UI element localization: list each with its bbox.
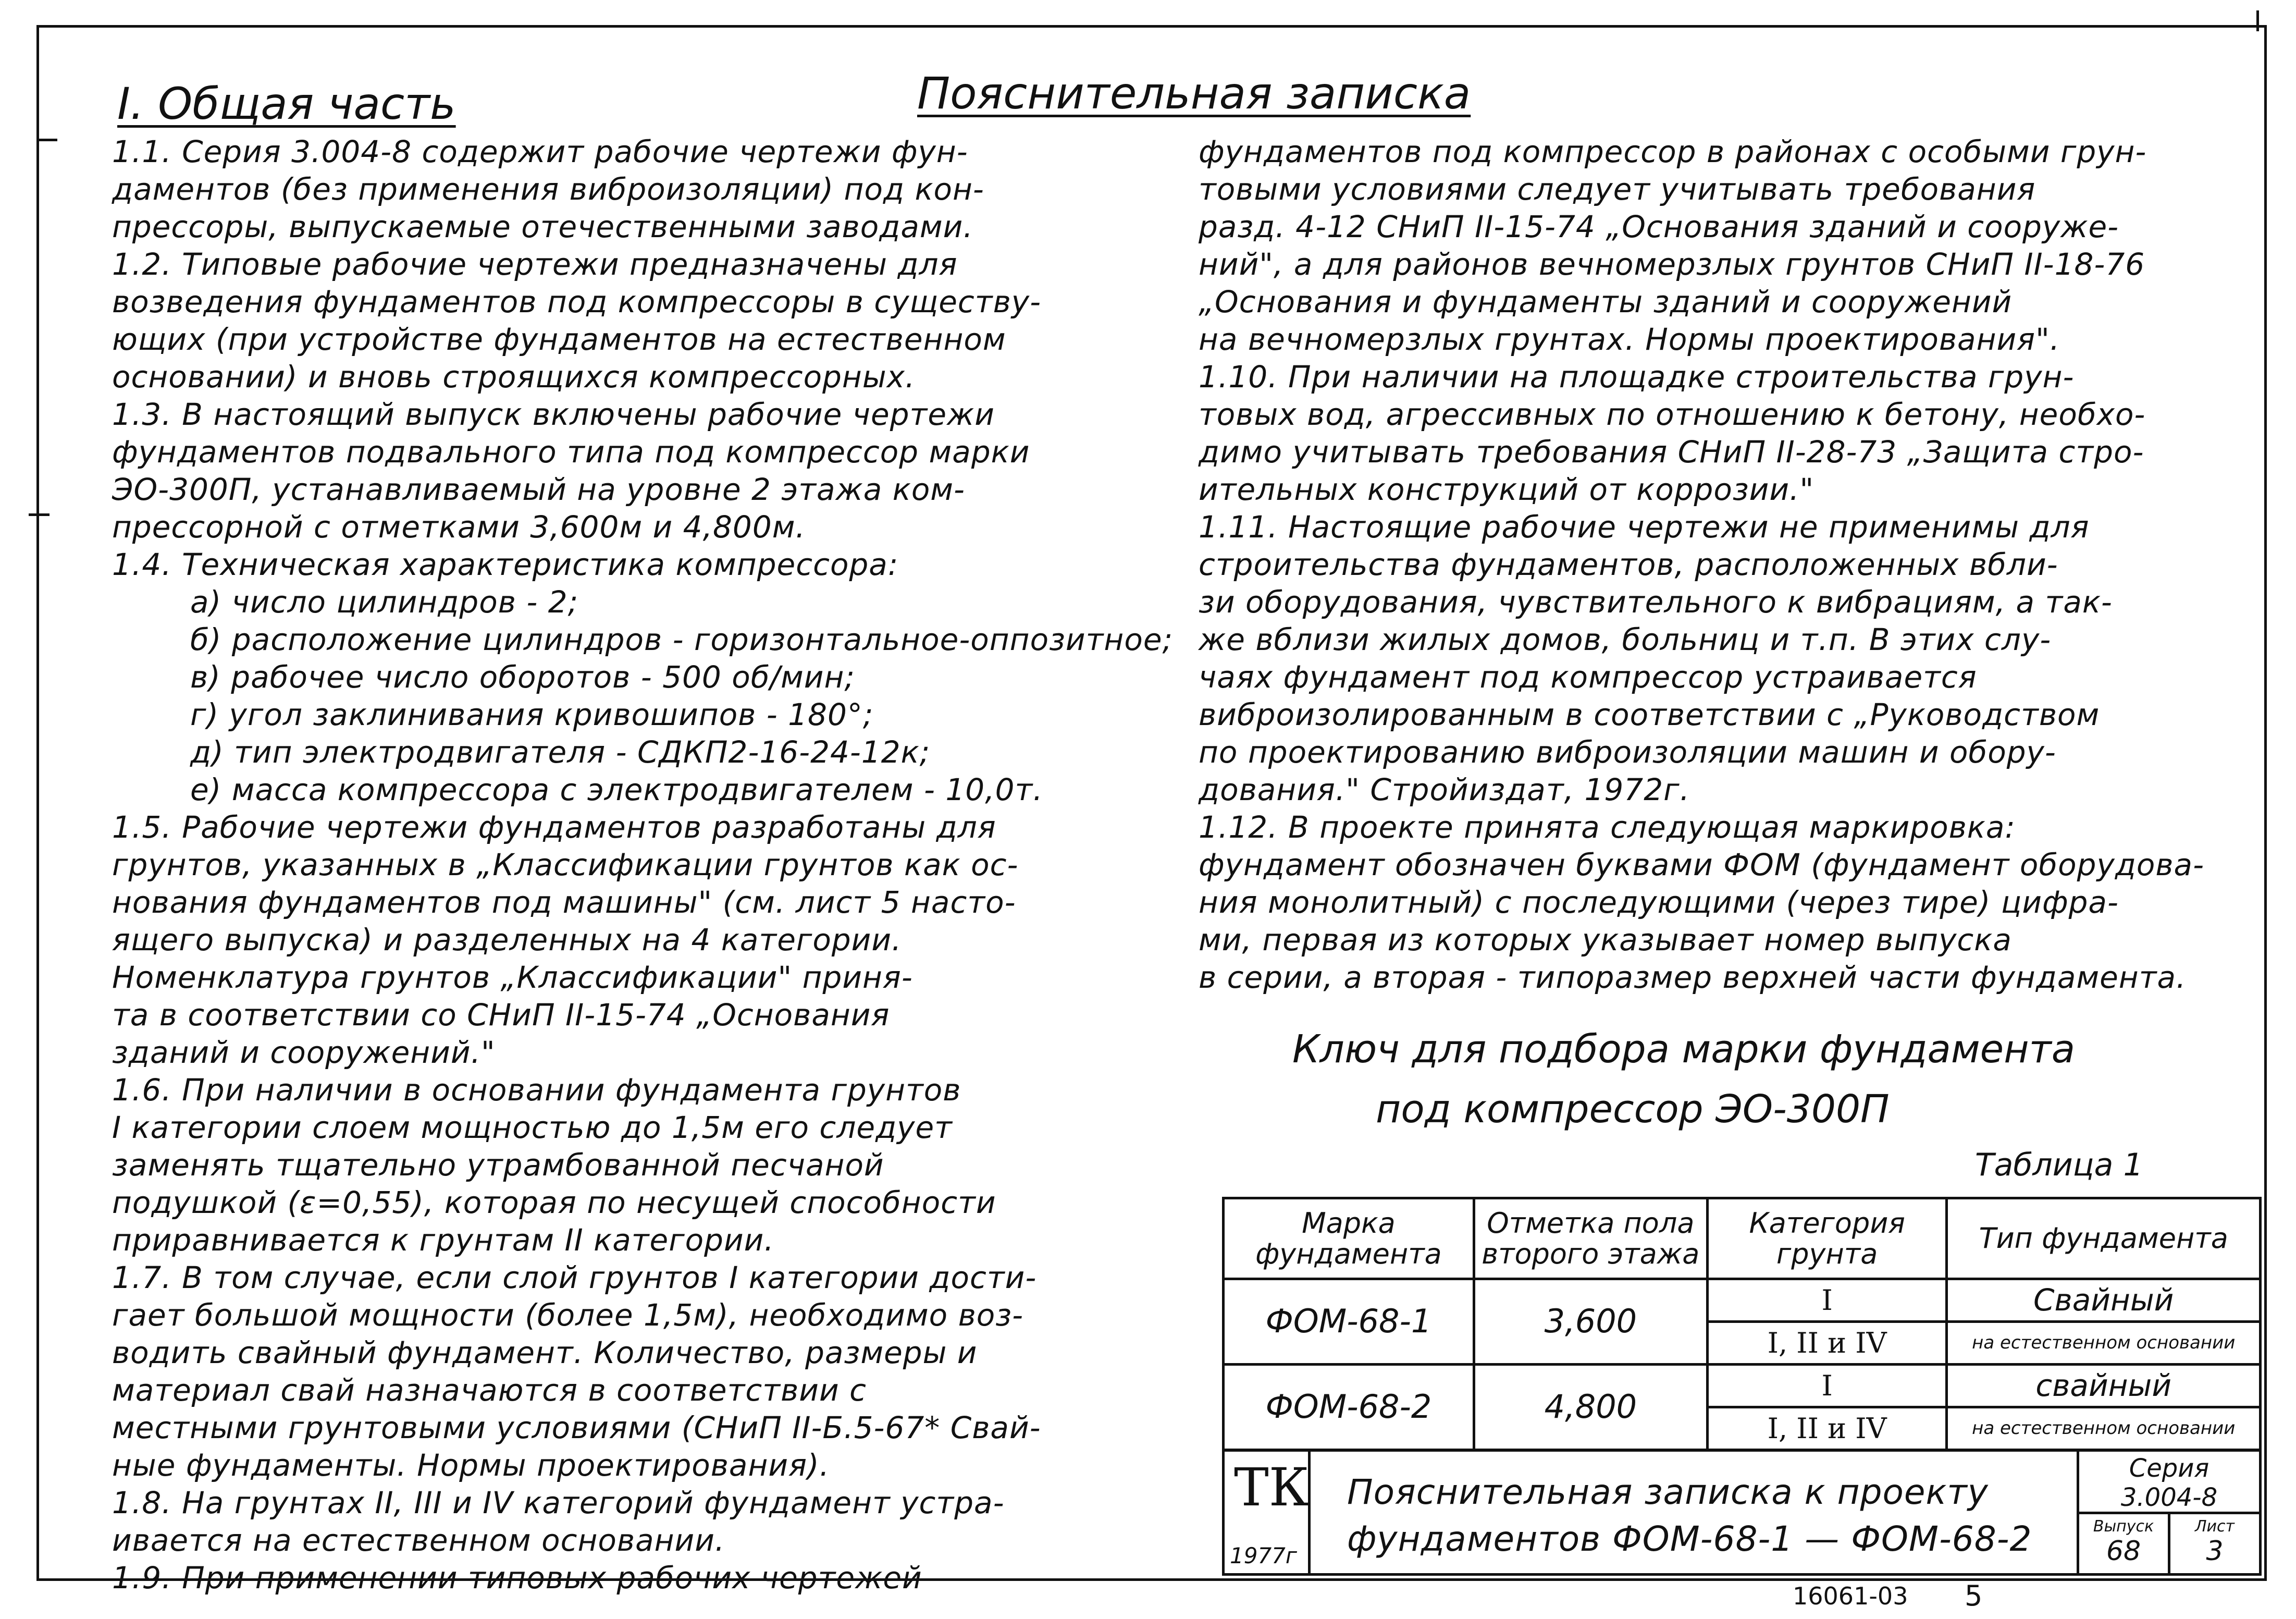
left-text-column <box>112 134 1174 1600</box>
table-label: Таблица 1 <box>1975 1147 2143 1183</box>
table-row <box>1224 1279 2261 1322</box>
header-type: Тип фундамента <box>1947 1198 2261 1279</box>
cell-mark: ФОМ-68-1 <box>1224 1279 1474 1365</box>
text-line: дования." Стройиздат, 1972г. <box>1199 772 1690 807</box>
foundation-key-table <box>1222 1197 2262 1451</box>
text-line: чаях фундамент под компрессор устраивается <box>1199 659 1977 695</box>
text-line: ительных конструкций от коррозии." <box>1199 472 1814 507</box>
cell-category: I, II и IV <box>1707 1322 1947 1365</box>
series-value: 3.004-8 <box>2120 1483 2218 1512</box>
text-line: зи оборудования, чувствительного к вибрациям, а так- <box>1199 584 2113 620</box>
cell-type: на естественном основании <box>1947 1407 2261 1450</box>
text-line: материал свай назначаются в соответствии с <box>112 1372 867 1408</box>
text-line: возведения фундаментов под компрессоры в существу- <box>112 284 1042 320</box>
key-title-line2: под компрессор ЭО-300П <box>1376 1087 1890 1132</box>
text-line: разд. 4-12 СНиП II-15-74 „Основания зданий и сооруже- <box>1199 209 2119 244</box>
text-line: 1.3. В настоящий выпуск включены рабочие чертежи <box>112 397 995 432</box>
text-line: 1.11. Настоящие рабочие чертежи не применимы для <box>1199 509 2090 545</box>
tk-logo: ТК <box>1234 1457 1310 1518</box>
header-level: Отметка пола второго этажа <box>1474 1198 1707 1279</box>
text-line: даментов (без применения виброизоляции) под кон- <box>112 171 984 207</box>
section-title: I. Общая часть <box>117 78 456 129</box>
sheet-cell <box>2168 1512 2262 1576</box>
text-line: в серии, а вторая - типоразмер верхней части фундамента. <box>1199 960 2187 995</box>
text-line: 1.10. При наличии на площадке строительства грун- <box>1199 359 2075 395</box>
text-line: же вблизи жилых домов, больниц и т.п. В этих слу- <box>1199 622 2052 657</box>
cell-level: 4,800 <box>1474 1365 1707 1450</box>
issue-cell <box>2077 1512 2170 1576</box>
text-line: ющих (при устройстве фундаментов на естественном <box>112 322 1006 357</box>
text-line: ния монолитный) с последующими (через тире) цифра- <box>1199 885 2119 920</box>
series-label: Серия <box>2129 1454 2209 1483</box>
text-line: основании) и вновь строящихся компрессорных. <box>112 359 916 395</box>
sheet-value: 3 <box>2206 1536 2224 1567</box>
table-header-row <box>1224 1198 2261 1279</box>
text-line: грунтов, указанных в „Классификации грунтов как ос- <box>112 847 1019 882</box>
cell-type: Свайный <box>1947 1279 2261 1322</box>
text-line: а) число цилиндров - 2; <box>190 584 579 620</box>
title-block <box>1222 1449 2262 1576</box>
text-line: ящего выпуска) и разделенных на 4 категории. <box>112 922 902 958</box>
text-line: 1.4. Техническая характеристика компрессора: <box>112 547 899 582</box>
text-line: товыми условиями следует учитывать требования <box>1199 171 2036 207</box>
right-text-column <box>1199 134 2205 1000</box>
key-title-line1: Ключ для подбора марки фундамента <box>1292 1027 2076 1072</box>
table-row <box>1224 1365 2261 1407</box>
footer-code: 16061-03 <box>1793 1582 1908 1610</box>
text-line: зданий и сооружений." <box>112 1035 496 1070</box>
issue-value: 68 <box>2106 1536 2141 1567</box>
text-line: 1.1. Серия 3.004-8 содержит рабочие чертежи фун- <box>112 134 968 169</box>
document-title: Пояснительная записка <box>917 68 1471 119</box>
text-line: ми, первая из которых указывает номер выпуска <box>1199 922 2012 958</box>
text-line: в) рабочее число оборотов - 500 об/мин; <box>190 659 855 695</box>
text-line: на вечномерзлых грунтах. Нормы проектирования". <box>1199 322 2060 357</box>
text-line: 1.2. Типовые рабочие чертежи предназначены для <box>112 247 958 282</box>
cell-category: I <box>1707 1279 1947 1322</box>
sheet-label: Лист <box>2194 1517 2235 1536</box>
text-line: приравнивается к грунтам II категории. <box>112 1222 774 1258</box>
text-line: I категории слоем мощностью до 1,5м его следует <box>112 1110 953 1145</box>
text-line: 1.12. В проекте принята следующая маркировка: <box>1199 810 2016 845</box>
issue-label: Выпуск <box>2093 1517 2154 1536</box>
text-line: „Основания и фундаменты зданий и сооружений <box>1199 284 2013 320</box>
text-line: 1.8. На грунтах II, III и IV категорий фундамент устра- <box>112 1485 1005 1520</box>
cell-category: I, II и IV <box>1707 1407 1947 1450</box>
text-line: ные фундаменты. Нормы проектирования). <box>112 1448 830 1483</box>
text-line: димо учитывать требования СНиП II-28-73 „Защита стро- <box>1199 434 2144 470</box>
footer-page-number: 5 <box>1965 1579 1983 1612</box>
text-line: товых вод, агрессивных по отношению к бетону, необхо- <box>1199 397 2146 432</box>
header-category: Категория грунта <box>1707 1198 1947 1279</box>
title-block-description-cell <box>1308 1449 2079 1576</box>
text-line: фундаментов подвального типа под компрессор марки <box>112 434 1030 470</box>
text-line: заменять тщательно утрамбованной песчаной <box>112 1147 884 1183</box>
text-line: фундамент обозначен буквами ФОМ (фундамент оборудова- <box>1199 847 2205 882</box>
title-block-desc-line2: фундаментов ФОМ-68-1 — ФОМ-68-2 <box>1347 1519 2032 1559</box>
text-line: ний", а для районов вечномерзлых грунтов СНиП II-18-76 <box>1199 247 2145 282</box>
title-block-desc-line1: Пояснительная записка к проекту <box>1347 1472 1989 1512</box>
text-line: 1.9. При применении типовых рабочих чертежей <box>112 1560 922 1596</box>
text-line: ивается на естественном основании. <box>112 1523 725 1558</box>
text-line: водить свайный фундамент. Количество, размеры и <box>112 1335 978 1370</box>
cell-level: 3,600 <box>1474 1279 1707 1365</box>
text-line: прессорной с отметками 3,600м и 4,800м. <box>112 509 806 545</box>
cell-category: I <box>1707 1365 1947 1407</box>
cell-type: свайный <box>1947 1365 2261 1407</box>
text-line: подушкой (ε=0,55), которая по несущей способности <box>112 1185 996 1220</box>
text-line: 1.7. В том случае, если слой грунтов I категории дости- <box>112 1260 1037 1295</box>
frame-tick <box>36 139 57 141</box>
text-line: 1.6. При наличии в основании фундамента грунтов <box>112 1072 961 1108</box>
frame-tick <box>2256 10 2259 31</box>
text-line: нования фундаментов под машины" (см. лист 5 насто- <box>112 885 1016 920</box>
cell-mark: ФОМ-68-2 <box>1224 1365 1474 1450</box>
text-line: местными грунтовыми условиями (СНиП II-Б.5-67* Свай- <box>112 1410 1041 1445</box>
frame-tick <box>29 513 50 516</box>
title-block-logo-cell <box>1222 1449 1311 1576</box>
text-line: строительства фундаментов, расположенных вбли- <box>1199 547 2058 582</box>
text-line: 1.5. Рабочие чертежи фундаментов разработаны для <box>112 810 996 845</box>
text-line: прессоры, выпускаемые отечественными заводами. <box>112 209 973 244</box>
text-line: е) масса компрессора с электродвигателем - 10,0т. <box>190 772 1043 807</box>
year-label: 1977г <box>1230 1543 1297 1568</box>
text-line: б) расположение цилиндров - горизонтальное-оппозитное; <box>190 622 1174 657</box>
text-line: Номенклатура грунтов „Классификации" приня- <box>112 960 913 995</box>
text-line: та в соответствии со СНиП II-15-74 „Основания <box>112 997 890 1033</box>
text-line: гает большой мощности (более 1,5м), необходимо воз- <box>112 1297 1024 1333</box>
text-line: по проектированию виброизоляции машин и обору- <box>1199 734 2056 770</box>
cell-type: на естественном основании <box>1947 1322 2261 1365</box>
text-line: виброизолированным в соответствии с „Руководством <box>1199 697 2100 732</box>
text-line: ЭО-300П, устанавливаемый на уровне 2 этажа ком- <box>112 472 965 507</box>
series-cell <box>2077 1449 2262 1514</box>
text-line: д) тип электродвигателя - СДКП2-16-24-12к; <box>190 734 931 770</box>
text-line: фундаментов под компрессор в районах с особыми грун- <box>1199 134 2147 169</box>
text-line: г) угол заклинивания кривошипов - 180°; <box>190 697 874 732</box>
header-mark: Марка фундамента <box>1224 1198 1474 1279</box>
